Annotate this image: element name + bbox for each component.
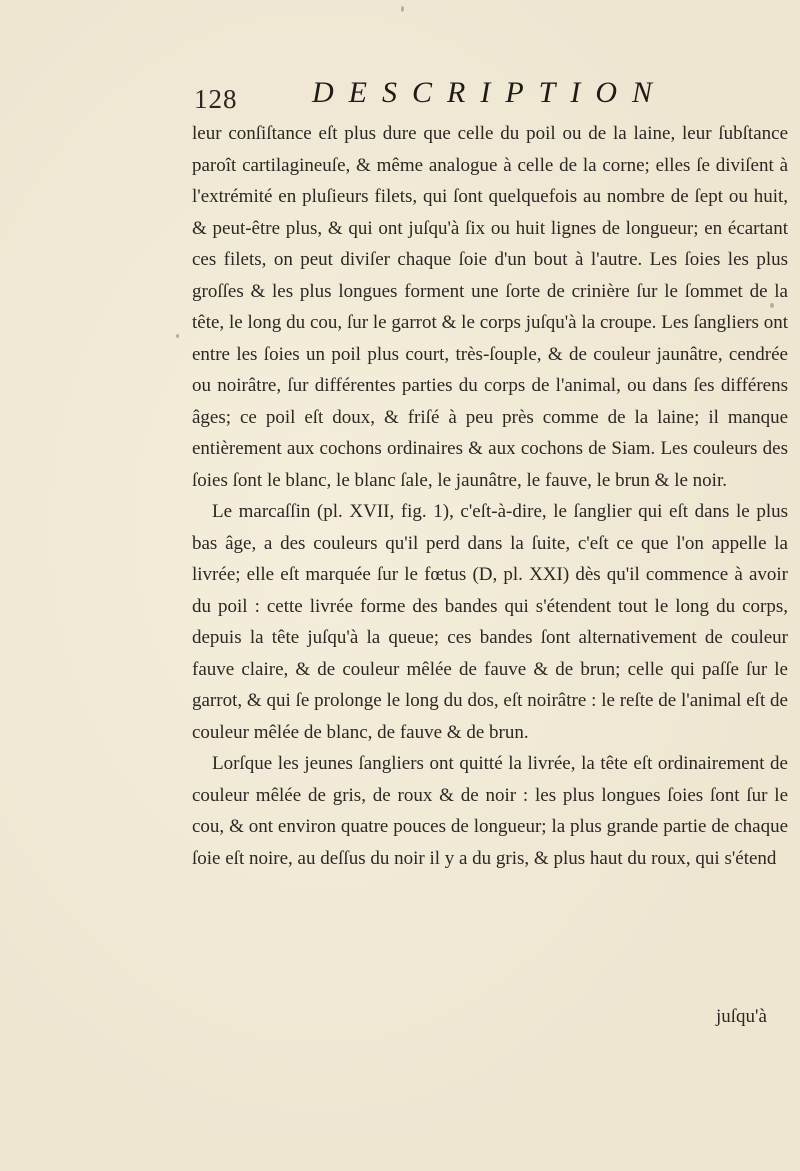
body-text xyxy=(192,118,788,874)
running-title: DESCRIPTION xyxy=(312,76,667,109)
catchword: juſqu'à xyxy=(716,1006,767,1027)
paragraph-2: Le marcaſſin (pl. XVII, fig. 1), c'eſt-à-dire, le ſanglier qui eſt dans le plus bas âge, a des couleurs qu'il perd dans la ſuite, c'eſt ce que l'on appelle la livrée; elle eſt marquée ſur le fœtus (D, pl. XXI) dès qu'il commence à avoir du poil : cette livrée forme des bandes qui s'étendent tout le long du corps, depuis la tête juſqu'à la queue; ces bandes ſont alternativement de couleur fauve claire, & de couleur mêlée de fauve & de brun; celle qui paſſe ſur le garrot, & qui ſe prolonge le long du dos, eſt noirâtre : le reſte de l'animal eſt de couleur mêlée de blanc, de fauve & de brun. xyxy=(192,501,788,743)
paragraph-3: Lorſque les jeunes ſangliers ont quitté la livrée, la tête eſt ordinairement de couleur mêlée de gris, de roux & de noir : les plus longues ſoies ſont ſur le cou, & ont environ quatre pouces de longueur; la plus grande partie de chaque ſoie eſt noire, au deſſus du noir il y a du gris, & plus haut du roux, qui s'étend xyxy=(192,753,788,869)
paper-speck xyxy=(176,334,179,338)
page-number: 128 xyxy=(194,84,238,114)
paper-speck xyxy=(401,6,404,12)
paper-speck xyxy=(770,303,774,308)
paragraph-1: leur conſiſtance eſt plus dure que celle du poil ou de la laine, leur ſubſtance paroît cartilagineuſe, & même analogue à celle de la corne; elles ſe diviſent à l'extrémité en pluſieurs filets, qui ſont quelquefois au nombre de ſept ou huit, & peut-être plus, & qui ont juſqu'à ſix ou huit lignes de longueur; en écartant ces filets, on peut diviſer chaque ſoie d'un bout à l'autre. Les ſoies les plus groſſes & les plus longues forment une ſorte de crinière ſur le ſommet de la tête, le long du cou, ſur le garrot & le corps juſqu'à la croupe. Les ſangliers ont entre les ſoies un poil plus court, très-ſouple, & de couleur jaunâtre, cendrée ou noirâtre, ſur différentes parties du corps de l'animal, ou dans ſes différens âges; ce poil eſt doux, & friſé à peu près comme de la laine; il manque entièrement aux cochons ordinaires & aux cochons de Siam. Les couleurs des ſoies ſont le blanc, le blanc ſale, le jaunâtre, le fauve, le brun & le noir. xyxy=(192,123,788,491)
